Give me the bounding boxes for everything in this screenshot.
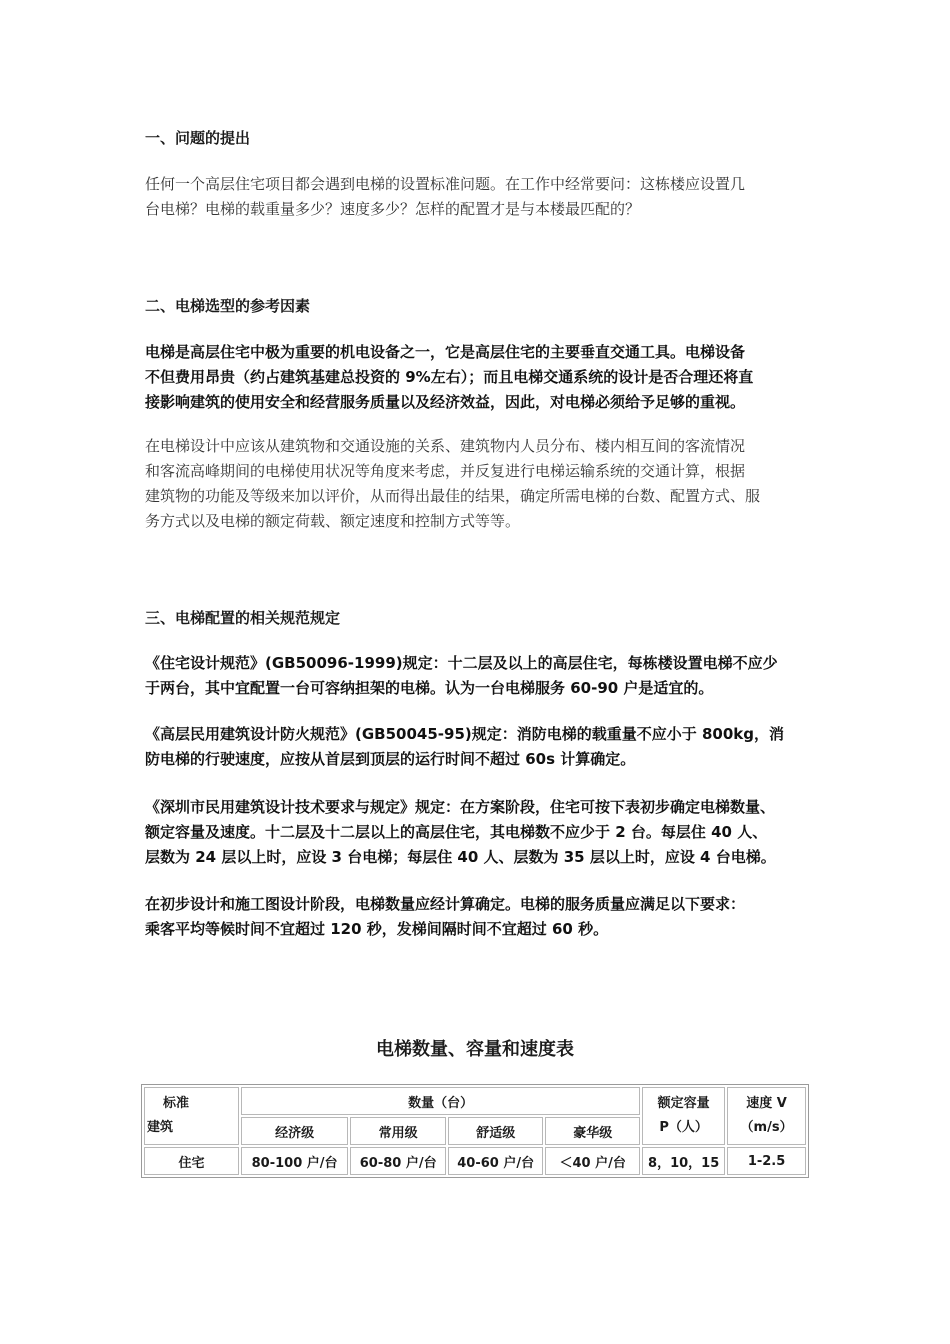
quantity-header: 数量（台） <box>241 1087 640 1115</box>
row-standard-cell: 60-80 户/台 <box>350 1147 446 1175</box>
text-line: 层数为 24 层以上时，应设 3 台电梯；每层住 40 人、层数为 35 层以上时，应设 4 台电梯。 <box>145 848 776 866</box>
text-line: 任何一个高层住宅项目都会遇到电梯的设置标准问题。在工作中经常要问：这栋楼应设置几 <box>145 175 746 193</box>
section-3-paragraph-1 <box>145 651 825 701</box>
section-heading-2: 二、电梯选型的参考因素 <box>145 297 311 315</box>
row-speed-cell: 1-2.5 <box>727 1147 806 1175</box>
text-line: 在电梯设计中应该从建筑物和交通设施的关系、建筑物内人员分布、楼内相互间的客流情况 <box>145 437 746 455</box>
speed-header <box>727 1087 806 1145</box>
corner-header-cell <box>144 1087 239 1145</box>
text-line: 电梯是高层住宅中极为重要的机电设备之一，它是高层住宅的主要垂直交通工具。电梯设备 <box>145 343 746 361</box>
row-comfort-cell: 40-60 户/台 <box>448 1147 543 1175</box>
section-3-paragraph-3 <box>145 795 825 870</box>
section-3-paragraph-4 <box>145 892 825 942</box>
elevator-table <box>141 1084 809 1178</box>
table-header-row <box>144 1087 806 1115</box>
corner-header-bottom: 建筑 <box>147 1120 174 1135</box>
table-title: 电梯数量、容量和速度表 <box>376 1039 574 1060</box>
capacity-header <box>642 1087 725 1145</box>
row-capacity-cell: 8，10，15 <box>642 1147 725 1175</box>
text-line: 接影响建筑的使用安全和经营服务质量以及经济效益，因此，对电梯必须给予足够的重视。 <box>145 393 746 411</box>
speed-header-line2: （m/s） <box>740 1120 793 1135</box>
text-line: 台电梯？电梯的载重量多少？速度多少？怎样的配置才是与本楼最匹配的？ <box>145 200 641 218</box>
text-line: 《住宅设计规范》(GB50096-1999)规定：十二层及以上的高层住宅，每栋楼设置电梯不应少 <box>145 654 778 672</box>
row-building-cell: 住宅 <box>144 1147 239 1175</box>
section-3-paragraph-2 <box>145 722 825 772</box>
text-line: 建筑物的功能及等级来加以评价，从而得出最佳的结果，确定所需电梯的台数、配置方式、服 <box>145 487 761 505</box>
text-line: 和客流高峰期间的电梯使用状况等角度来考虑，并反复进行电梯运输系统的交通计算，根据 <box>145 462 746 480</box>
grade-header-comfort: 舒适级 <box>448 1117 543 1145</box>
text-line: 务方式以及电梯的额定荷载、额定速度和控制方式等等。 <box>145 512 521 530</box>
grade-header-standard: 常用级 <box>350 1117 446 1145</box>
corner-header-top: 标准 <box>163 1096 190 1111</box>
grade-header-luxury: 豪华级 <box>545 1117 640 1145</box>
text-line: 防电梯的行驶速度，应按从首层到顶层的运行时间不超过 60s 计算确定。 <box>145 750 636 768</box>
text-line: 《高层民用建筑设计防火规范》(GB50045-95)规定：消防电梯的载重量不应小于 800kg，消 <box>145 725 784 743</box>
grade-header-economy: 经济级 <box>241 1117 348 1145</box>
section-1-paragraph-1 <box>145 172 825 222</box>
section-2-paragraph-1 <box>145 340 825 415</box>
text-line: 于两台，其中宜配置一台可容纳担架的电梯。认为一台电梯服务 60-90 户是适宜的。 <box>145 679 714 697</box>
section-heading-1: 一、问题的提出 <box>145 129 251 147</box>
capacity-header-line1: 额定容量 <box>657 1096 710 1111</box>
text-line: 额定容量及速度。十二层及十二层以上的高层住宅，其电梯数不应少于 2 台。每层住 40 人、 <box>145 823 768 841</box>
text-line: 《深圳市民用建筑设计技术要求与规定》规定：在方案阶段，住宅可按下表初步确定电梯数量、 <box>145 798 776 816</box>
section-2-paragraph-2 <box>145 434 825 534</box>
section-heading-3: 三、电梯配置的相关规范规定 <box>145 609 341 627</box>
speed-header-line1: 速度 V <box>746 1096 787 1111</box>
capacity-header-line2: P（人） <box>659 1120 708 1135</box>
text-line: 不但费用昂贵（约占建筑基建总投资的 9%左右）；而且电梯交通系统的设计是否合理还将直 <box>145 368 754 386</box>
text-line: 在初步设计和施工图设计阶段，电梯数量应经计算确定。电梯的服务质量应满足以下要求： <box>145 895 746 913</box>
text-line: 乘客平均等候时间不宜超过 120 秒，发梯间隔时间不宜超过 60 秒。 <box>145 920 609 938</box>
table-row <box>144 1147 806 1175</box>
row-economy-cell: 80-100 户/台 <box>241 1147 348 1175</box>
row-luxury-cell: ＜40 户/台 <box>545 1147 640 1175</box>
